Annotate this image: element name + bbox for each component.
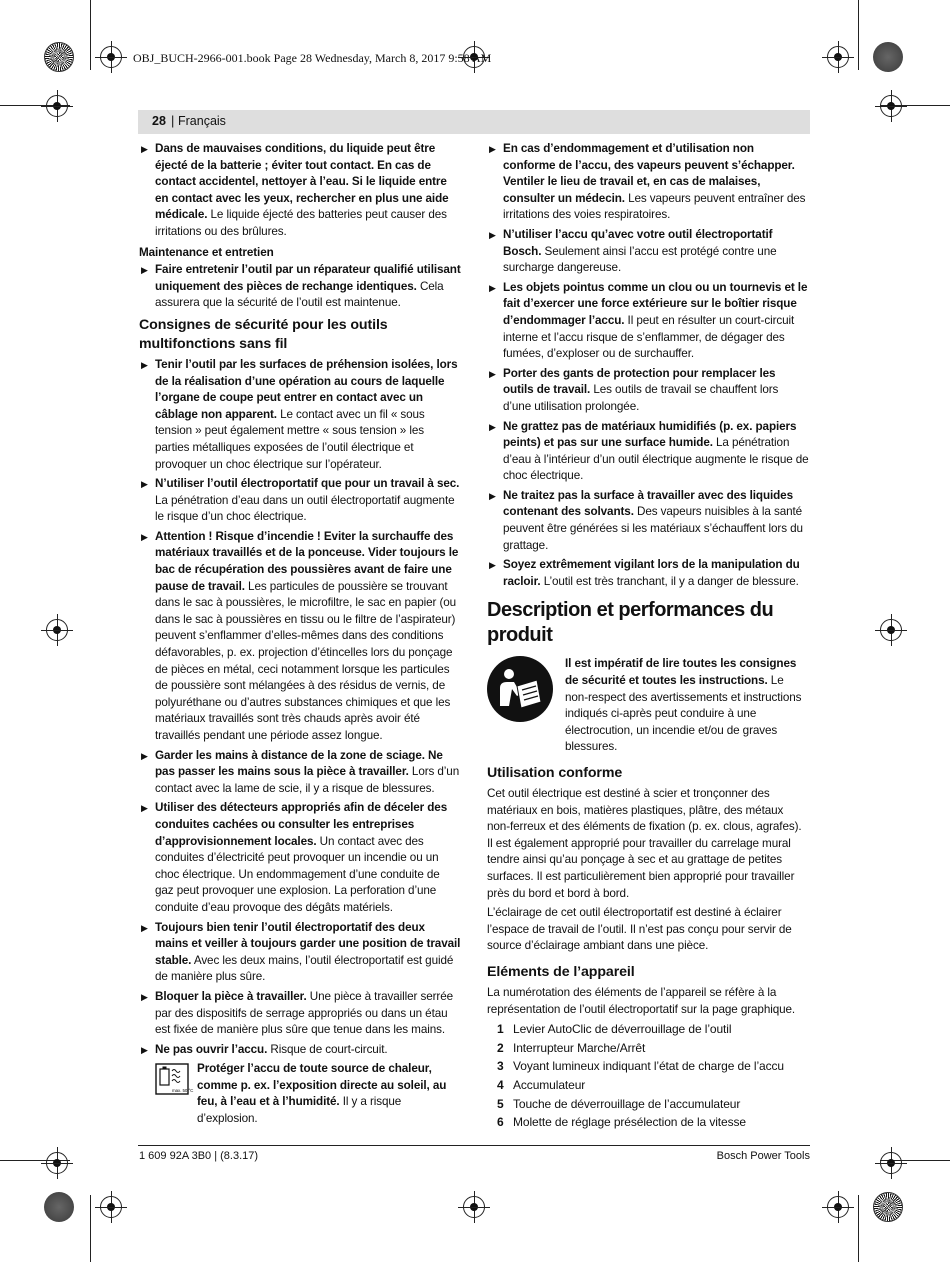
safety-bullet: [139, 989, 461, 1039]
safety-bullet: [139, 262, 461, 312]
triangle-right-icon: ▶: [141, 803, 148, 814]
bullet-text: Le contact avec un fil « sous tension » peut également mettre « sous tension » les parties métalliques exposées de l’outil électrique et provoquer un choc électrique sur l’opérateur.: [155, 407, 425, 471]
bullet-bold: Dans de mauvaises conditions, du liquide peut être éjecté de la batterie ; éviter tout contact. En cas de contact accidentel, nettoyer à l’eau. Si le liquide entre en contact avec les yeux, rechercher en plus une aide médicale.: [155, 142, 449, 222]
registration-mark-icon: [880, 619, 902, 641]
bullet-text: Le liquide éjecté des batteries peut causer des irritations ou des brûlures.: [155, 208, 447, 238]
item-label: Touche de déverrouillage de l’accumulateur: [513, 1096, 741, 1111]
safety-bullet: [487, 419, 809, 485]
triangle-right-icon: ▶: [141, 531, 148, 542]
bullet-bold: Utiliser des détecteurs appropriés afin de déceler des conduites cachées ou consulter les entreprises d’approvisionnement locales.: [155, 801, 448, 848]
bullet-bold: Attention ! Risque d’incendie ! Eviter la surchauffe des matériaux travaillés et de la ponceuse. Vider toujours le bac de récupération des poussières avant de faire une pause de travail.: [155, 529, 459, 593]
bullet-bold: N’utiliser l’accu qu’avec votre outil électroportatif Bosch.: [503, 227, 773, 258]
list-item: [487, 1077, 809, 1094]
bullet-text: Un contact avec des conduites d’électricité peut provoquer un incendie ou un choc électrique. Un endommagement d’une conduite de gaz peut provoquer une explosion. La perforation d’une conduite d’eau provoque des dégâts matériels.: [155, 834, 440, 914]
registration-mark-icon: [880, 1152, 902, 1174]
list-item: [487, 1114, 809, 1131]
safety-bullet: [487, 227, 809, 277]
page-language: Français: [178, 114, 226, 128]
triangle-right-icon: ▶: [141, 359, 148, 370]
bullet-bold: N’utiliser l’outil électroportatif que pour un travail à sec.: [155, 477, 460, 491]
registration-mark-icon: [46, 95, 68, 117]
battery-heat-note: [139, 1061, 461, 1127]
description-heading: Description et performances du produit: [487, 599, 774, 647]
grey-disc-icon: [44, 1192, 74, 1222]
section-heading: Consignes de sécurité pour les outils multifonctions sans fil: [139, 316, 388, 352]
battery-icon-label: max. 50 °C: [172, 1088, 194, 1094]
item-number: 5: [497, 1096, 504, 1111]
footer-brand: Bosch Power Tools: [716, 1150, 810, 1162]
safety-bullet: [487, 141, 809, 224]
read-instructions-note: [487, 656, 809, 756]
safety-bullet: [139, 476, 461, 526]
item-number: 4: [497, 1077, 504, 1092]
bullet-text: Les vapeurs peuvent entraîner des irritations des voies respiratoires.: [503, 191, 806, 222]
bullet-bold: Toujours bien tenir l’outil électroportatif des deux mains et veiller à toujours garder une position de travail stable.: [155, 920, 461, 967]
bullet-text: Seulement ainsi l’accu est protégé contre une surcharge dangereuse.: [503, 244, 777, 275]
crop-mark: [858, 0, 859, 70]
bullet-bold: Ne pas ouvrir l’accu.: [155, 1042, 268, 1056]
read-manual-icon: [487, 656, 553, 722]
safety-bullet: [139, 748, 461, 798]
registration-mark-icon: [827, 1196, 849, 1218]
bullet-bold: Ne grattez pas de matériaux humidifiés (p. ex. papiers peints) et pas sur une surface humide.: [503, 419, 797, 450]
crop-mark: [90, 1195, 91, 1262]
item-label: Interrupteur Marche/Arrêt: [513, 1040, 646, 1055]
page-separator: |: [171, 113, 175, 128]
bullet-text: Les outils de travail se chauffent lors d’une utilisation prolongée.: [503, 383, 779, 413]
triangle-right-icon: ▶: [489, 229, 496, 240]
note-text: Il y a risque d’explosion.: [197, 1095, 402, 1126]
bullet-bold: Bloquer la pièce à travailler.: [155, 989, 307, 1003]
file-header: OBJ_BUCH-2966-001.book Page 28 Wednesday, March 8, 2017 9:58 AM: [133, 51, 492, 65]
triangle-right-icon: ▶: [141, 750, 148, 761]
intended-use-heading: Utilisation conforme: [487, 765, 623, 781]
grey-disc-icon: [873, 42, 903, 72]
triangle-right-icon: ▶: [141, 991, 148, 1002]
bullet-text: Risque de court-circuit.: [267, 1042, 388, 1056]
page-number: 28: [152, 114, 166, 128]
list-item: [487, 1058, 809, 1075]
elements-heading: Eléments de l’appareil: [487, 963, 635, 980]
triangle-right-icon: ▶: [489, 368, 496, 379]
page-header-band: [138, 110, 810, 134]
right-column: [487, 141, 809, 1133]
registration-mark-icon: [46, 1152, 68, 1174]
bullet-bold: En cas d’endommagement et d’utilisation non conforme de l’accu, des vapeurs peuvent s’échapper. Ventiler le lieu de travail et, en cas de malaises, consulter un médecin.: [503, 142, 795, 205]
triangle-right-icon: ▶: [141, 144, 148, 154]
bullet-text: La pénétration d’eau à l’intérieur d’un outil électrique augmente le risque de choc électrique.: [503, 436, 809, 483]
lighting-paragraph: L’éclairage de cet outil électroportatif est destiné à éclairer l’espace de travail de l’outil. Il n’est pas conçu pour servir de source d’éclairage ambiant dans une pièce.: [487, 906, 792, 953]
note-bold: Il est impératif de lire toutes les consignes de sécurité et toutes les instructions.: [565, 657, 797, 688]
list-item: [487, 1096, 809, 1113]
bullet-text: Il peut en résulter un court-circuit interne et l’accu risque de s’enflammer, de dégager des fumées, d’exploser ou de surchauffer.: [503, 313, 795, 361]
item-number: 2: [497, 1040, 504, 1055]
footer-rule: [138, 1145, 810, 1146]
note-text: Le non-respect des avertissements et instructions indiqués ci-après peut conduire à une électrocution, un incendie et/ou de graves blessures.: [565, 674, 802, 754]
registration-mark-icon: [100, 46, 122, 68]
crop-mark: [90, 0, 91, 70]
registration-mark-icon: [880, 95, 902, 117]
bullet-bold: Porter des gants de protection pour remplacer les outils de travail.: [503, 366, 776, 397]
bullet-bold: Soyez extrêmement vigilant lors de la manipulation du racloir.: [503, 558, 800, 588]
item-label: Levier AutoClic de déverrouillage de l’outil: [513, 1022, 732, 1037]
note-bold: Protéger l’accu de toute source de chaleur, comme p. ex. l’exposition directe au soleil, au feu, à l’eau et à l’humidité.: [197, 1062, 447, 1109]
bullet-text: La pénétration d’eau dans un outil électroportatif augmente le risque d’un choc électrique.: [155, 493, 455, 524]
registration-mark-icon: [463, 1196, 485, 1218]
item-number: 3: [497, 1059, 504, 1074]
list-item: [487, 1040, 809, 1057]
triangle-right-icon: ▶: [141, 265, 148, 276]
triangle-right-icon: ▶: [489, 144, 496, 154]
item-label: Molette de réglage présélection de la vitesse: [513, 1115, 746, 1130]
safety-bullet: [139, 920, 461, 986]
safety-bullet: [487, 280, 809, 363]
triangle-right-icon: ▶: [141, 1044, 148, 1055]
bullet-bold: Les objets pointus comme un clou ou un tournevis et le fait d’exercer une force extérieure sur le boîtier risque d’endommager l’accu.: [503, 280, 808, 327]
left-column: [139, 141, 461, 1131]
footer-doc-number: 1 609 92A 3B0 | (8.3.17): [139, 1150, 259, 1162]
registration-mark-icon: [827, 46, 849, 68]
bullet-bold: Ne traitez pas la surface à travailler avec des liquides contenant des solvants.: [503, 488, 793, 519]
battery-heat-icon: [155, 1063, 194, 1095]
starburst-icon: [44, 42, 74, 72]
triangle-right-icon: ▶: [141, 479, 148, 490]
bullet-text: Des vapeurs nuisibles à la santé peuvent être générées si les matériaux s’échauffent lors du grattage.: [503, 505, 803, 552]
item-number: 6: [497, 1115, 504, 1130]
elements-intro: La numérotation des éléments de l’appareil se réfère à la représentation de l’outil électroportatif sur la page graphique.: [487, 985, 796, 1016]
safety-bullet: [139, 1042, 461, 1059]
safety-bullet: [139, 529, 461, 745]
bullet-text: Avec les deux mains, l’outil électroportatif est guidé de manière plus sûre.: [155, 953, 454, 984]
safety-bullet: [139, 141, 461, 241]
registration-mark-icon: [100, 1196, 122, 1218]
item-label: Accumulateur: [513, 1077, 586, 1092]
safety-bullet: [487, 488, 809, 554]
bullet-text: Cela assurera que la sécurité de l’outil est maintenue.: [155, 279, 444, 310]
crop-mark: [858, 1195, 859, 1262]
item-number: 1: [497, 1022, 504, 1037]
starburst-icon: [873, 1192, 903, 1222]
bullet-text: Lors d’un contact avec la lame de scie, il y a risque de blessures.: [155, 765, 460, 795]
intended-use-paragraph: Cet outil électrique est destiné à scier et tronçonner des matériaux en bois, matières plastiques, plâtre, des métaux non-ferreux et des éléments de fixation (p. ex. clous, agrafes). Il est également approprié pour travailler du carrelage mural tendre ainsi qu’au ponçage à sec et au grattage de petites surfaces. Il est particulièrement bien approprié pour travailler près du bord et bord à bord.: [487, 787, 802, 900]
safety-bullet: [139, 357, 461, 473]
triangle-right-icon: ▶: [489, 421, 496, 432]
item-label: Voyant lumineux indiquant l’état de charge de l’accu: [513, 1059, 784, 1074]
triangle-right-icon: ▶: [489, 490, 496, 501]
safety-bullet: [487, 366, 809, 416]
bullet-bold: Tenir l’outil par les surfaces de préhension isolées, lors de la réalisation d’une opération au cours de laquelle l’organe de coupe peut entrer en contact avec un câblage non apparent.: [155, 357, 458, 421]
triangle-right-icon: ▶: [141, 922, 148, 933]
triangle-right-icon: ▶: [489, 560, 496, 571]
list-item: [487, 1021, 809, 1038]
bullet-text: Les particules de poussière se trouvant dans le sac à poussières, le microfiltre, le sac en papier (ou dans le sac à poussières en tissu ou le filtre de l’aspirateur) peuvent s’enflammer d’elles-mêmes dans des conditions défavorables, p. ex. projection d’étincelles lors du ponçage de pièces en métal, ceci notamment lorsque les particules de poussière sont mélangées à des résidus de vernis, de polyuréthane ou d’autres substances chimiques et que les matériaux travaillés sont très chauds après avoir été travaillés pendant une période assez longue.: [155, 579, 457, 742]
safety-bullet: [487, 557, 809, 590]
registration-mark-icon: [46, 619, 68, 641]
bullet-text: Une pièce à travailler serrée par des dispositifs de serrage appropriés ou dans un étau est fixée de manière plus sûre que tenue dans les mains.: [155, 989, 454, 1037]
triangle-right-icon: ▶: [489, 282, 496, 293]
bullet-bold: Garder les mains à distance de la zone de sciage. Ne pas passer les mains sous la pièce à travailler.: [155, 748, 443, 779]
bullet-text: L’outil est très tranchant, il y a danger de blessure.: [540, 574, 799, 588]
bullet-bold: Faire entretenir l’outil par un réparateur qualifié utilisant uniquement des pièces de rechange identiques.: [155, 263, 461, 293]
maintenance-heading: Maintenance et entretien: [139, 245, 274, 259]
safety-bullet: [139, 800, 461, 916]
